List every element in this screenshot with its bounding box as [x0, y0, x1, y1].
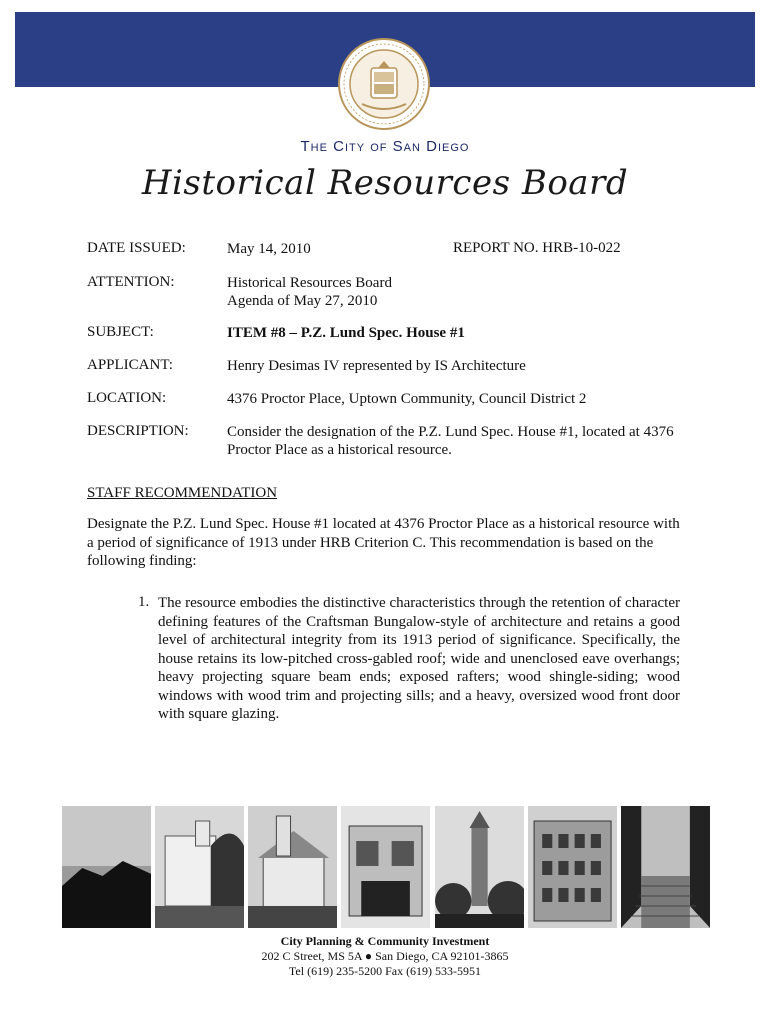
finding-text: The resource embodies the distinctive characteristics through the retention of character defining features of the Craftsman Bungalow-style of architecture and retains a good level of architectural integrity from its 1913 period of significance. Specifically, the house retains its low-pitched cross-gabled roof; wide and unenclosed eave overhangs; heavy projecting square beam ends; exposed rafters; wood shingle-siding; wood windows with wood trim and projecting sills; and a heavy, oversized wood front door with square glazing.	[158, 595, 680, 722]
staff-recommendation-heading: STAFF RECOMMENDATION	[87, 485, 278, 501]
attention-value-line1: Historical Resources Board	[227, 275, 392, 291]
photo-strip	[62, 806, 710, 928]
description-label: DESCRIPTION:	[87, 423, 189, 439]
attention-label: ATTENTION:	[87, 274, 175, 290]
city-seal-logo	[338, 38, 430, 130]
photo-landscape-silhouette	[62, 806, 151, 928]
location-label: LOCATION:	[87, 390, 167, 406]
board-name-title: Historical Resources Board	[141, 163, 629, 203]
finding-number: 1.	[138, 594, 150, 610]
footer-org: City Planning & Community Investment	[280, 934, 490, 948]
photo-waterfront-steps	[621, 806, 710, 928]
photo-victorian-house	[248, 806, 337, 928]
footer-address: 202 C Street, MS 5A ● San Diego, CA 92101-3865	[261, 949, 509, 963]
applicant-label: APPLICANT:	[87, 357, 173, 373]
description-value-line1: Consider the designation of the P.Z. Lund Spec. House #1, located at 4376	[227, 424, 674, 440]
report-number: REPORT NO. HRB-10-022	[453, 240, 621, 256]
subject-label: SUBJECT:	[87, 324, 154, 340]
attention-value-line2: Agenda of May 27, 2010	[227, 293, 378, 309]
subject-value: ITEM #8 – P.Z. Lund Spec. House #1	[227, 325, 465, 341]
applicant-value: Henry Desimas IV represented by IS Architecture	[227, 358, 526, 374]
location-value: 4376 Proctor Place, Uptown Community, Council District 2	[227, 391, 587, 407]
photo-tower	[435, 806, 524, 928]
description-value-line2: Proctor Place as a historical resource.	[227, 442, 452, 458]
date-issued-value: May 14, 2010	[227, 241, 311, 257]
city-name: The City of San Diego	[300, 138, 470, 155]
photo-mission	[155, 806, 244, 928]
recommendation-paragraph: Designate the P.Z. Lund Spec. House #1 located at 4376 Proctor Place as a historical resource with a period of significance of 1913 under HRB Criterion C. This recommendation is based on the following finding:	[87, 516, 680, 569]
footer	[0, 934, 770, 979]
date-issued-label: DATE ISSUED:	[87, 240, 186, 256]
photo-ornate-building	[528, 806, 617, 928]
footer-phone: Tel (619) 235-5200 Fax (619) 533-5951	[288, 964, 482, 978]
photo-storefront	[341, 806, 430, 928]
